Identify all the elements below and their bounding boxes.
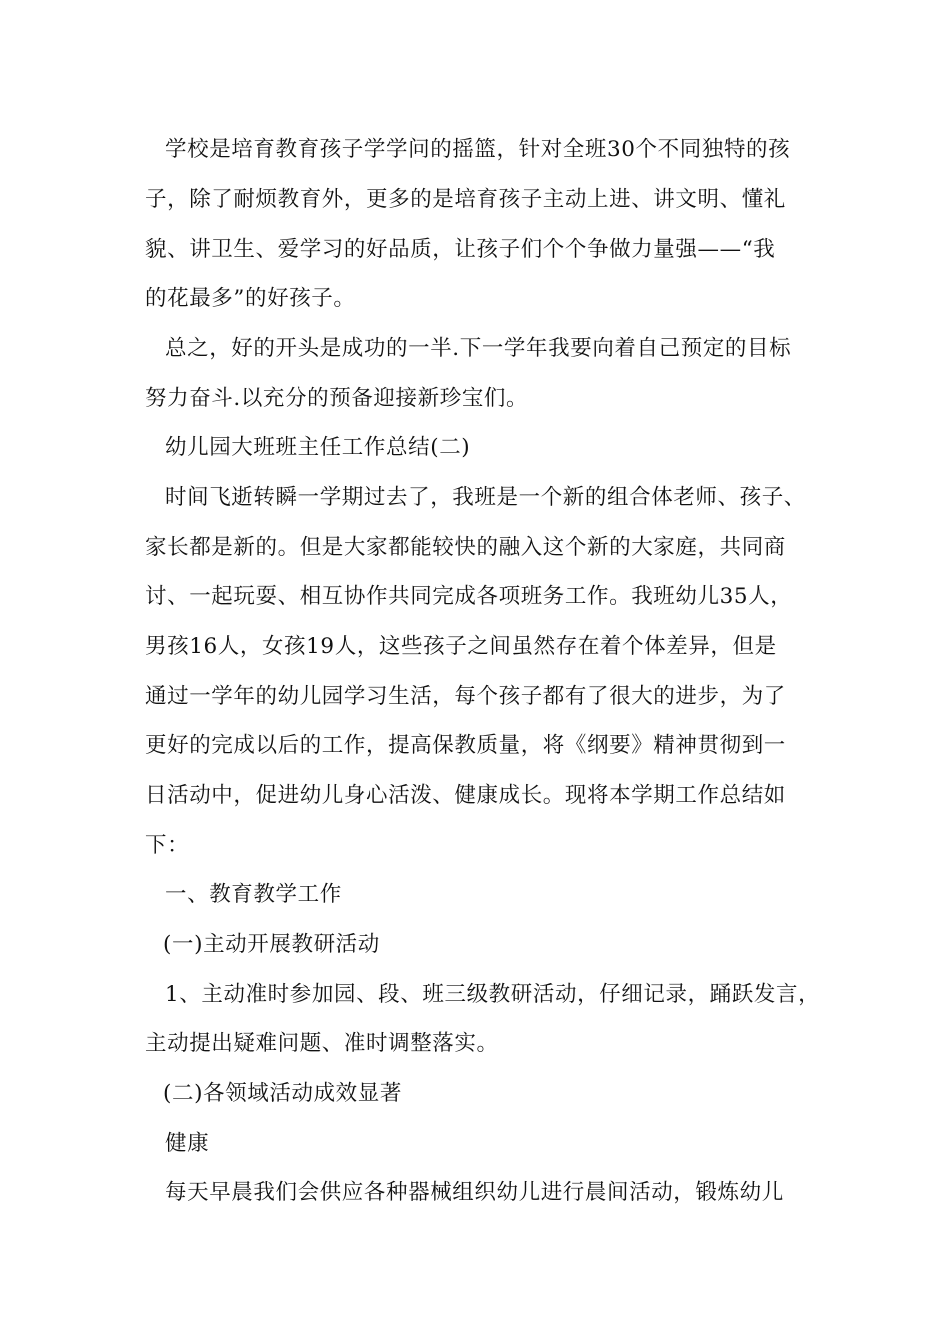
- subsection-heading: (二)各领域活动成效显著: [163, 1081, 402, 1106]
- paragraph-line: 貌、讲卫生、爱学习的好品质，让孩子们个个争做力量强——“我: [145, 237, 776, 262]
- subsection-label: 健康: [165, 1131, 210, 1156]
- section-title: 幼儿园大班班主任工作总结(二): [165, 435, 471, 460]
- paragraph-line: 总之，好的开头是成功的一半.下一学年我要向着自己预定的目标: [165, 336, 792, 361]
- paragraph-line: 1、主动准时参加园、段、班三级教研活动，仔细记录，踊跃发言，: [165, 982, 821, 1007]
- paragraph-line: 家长都是新的。但是大家都能较快的融入这个新的大家庭，共同商: [145, 535, 786, 560]
- paragraph-line: 的花最多”的好孩子。: [145, 286, 356, 311]
- paragraph-line: 子，除了耐烦教育外，更多的是培育孩子主动上进、讲文明、懂礼: [145, 187, 786, 212]
- paragraph-line: 下：: [145, 833, 190, 858]
- paragraph-line: 更好的完成以后的工作，提高保教质量，将《纲要》精神贯彻到一: [145, 733, 786, 758]
- section-heading: 一、教育教学工作: [165, 882, 342, 907]
- paragraph-line: 通过一学年的幼儿园学习生活，每个孩子都有了很大的进步，为了: [145, 684, 786, 709]
- paragraph-line: 学校是培育教育孩子学学问的摇篮，针对全班30个不同独特的孩: [165, 137, 791, 162]
- paragraph-line: 男孩16人，女孩19人，这些孩子之间虽然存在着个体差异，但是: [145, 634, 777, 659]
- paragraph-line: 讨、一起玩耍、相互协作共同完成各项班务工作。我班幼儿35人，: [145, 584, 793, 609]
- paragraph-line: 时间飞逝转瞬一学期过去了，我班是一个新的组合体老师、孩子、: [165, 485, 806, 510]
- paragraph-line: 努力奋斗.以充分的预备迎接新珍宝们。: [145, 386, 529, 411]
- paragraph-line: 每天早晨我们会供应各种器械组织幼儿进行晨间活动，锻炼幼儿: [165, 1180, 784, 1205]
- paragraph-line: 主动提出疑难问题、准时调整落实。: [145, 1031, 499, 1056]
- paragraph-line: 日活动中，促进幼儿身心活泼、健康成长。现将本学期工作总结如: [145, 783, 786, 808]
- subsection-heading: (一)主动开展教研活动: [163, 932, 380, 957]
